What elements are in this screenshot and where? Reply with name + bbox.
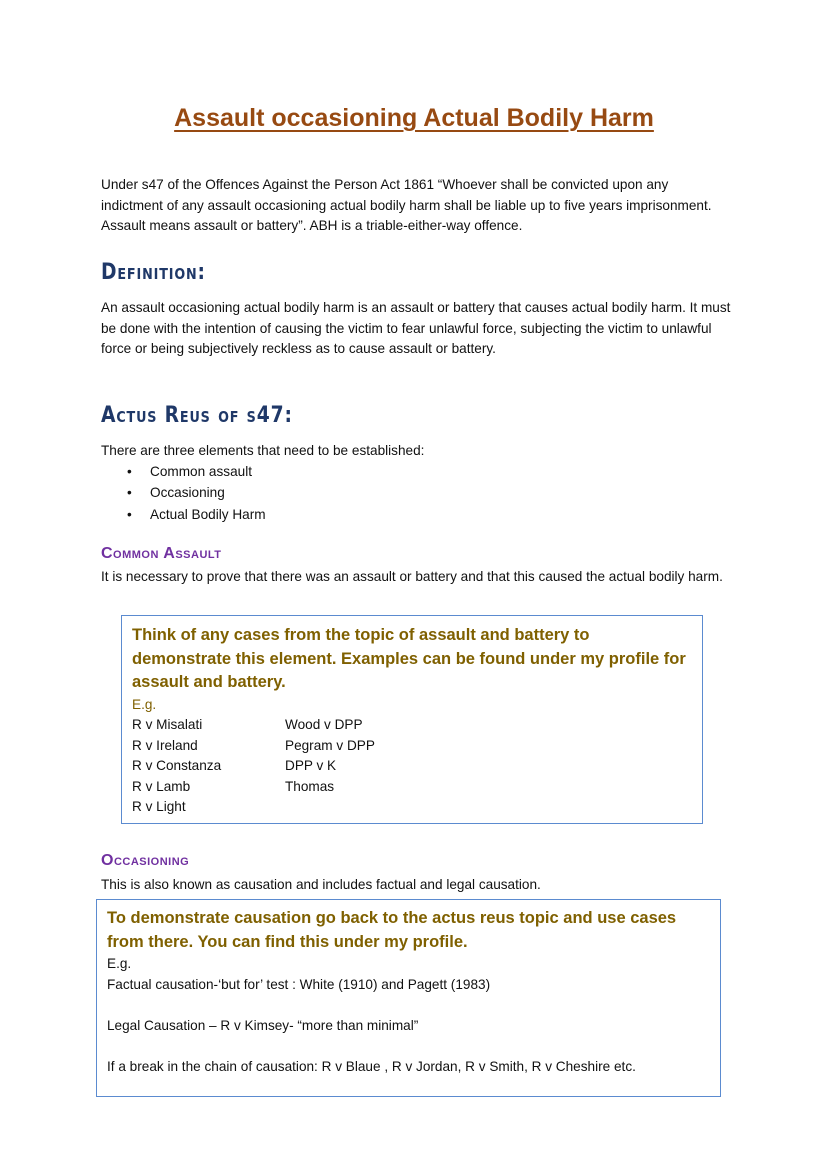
common-assault-heading: Common Assault [101,545,222,562]
case-row [132,756,692,777]
case-row [132,777,692,798]
actus-reus-heading: Actus Reus of s47: [101,403,293,428]
case-row [132,715,692,736]
case-name: R v Lamb [132,778,191,794]
occasioning-heading: Occasioning [101,852,190,869]
callout-prompt: To demonstrate causation go back to the actus reus topic and use cases from there. You can find this under my profile. [107,909,677,951]
case-row [132,736,692,757]
factual-causation-line: Factual causation-‘but for’ test : White (1910) and Pagett (1983) [107,976,491,992]
case-name: R v Misalati [132,717,203,733]
page-title: Assault occasioning Actual Bodily Harm [174,104,654,132]
case-name: Thomas [285,778,335,794]
chain-break-line: If a break in the chain of causation: R v Blaue , R v Jordan, R v Smith, R v Cheshire etc. [107,1058,636,1074]
occasioning-text: This is also known as causation and includes factual and legal causation. [101,877,541,892]
case-name: R v Ireland [132,737,198,753]
legal-causation-line: Legal Causation – R v Kimsey- “more than minimal” [107,1017,419,1033]
common-assault-callout [121,615,703,824]
common-assault-text: It is necessary to prove that there was an assault or battery and that this caused the actual bodily harm. [101,569,723,584]
actus-reus-intro: There are three elements that need to be established: [101,443,425,458]
intro-paragraph: Under s47 of the Offences Against the Person Act 1861 “Whoever shall be convicted upon any indictment of any assault occasioning actual bodily harm shall be liable up to five years imprisonment. Assault means assault or battery”. ABH is a triable-either-way offence. [101,177,712,233]
case-name: DPP v K [285,758,337,774]
cases-table [132,715,692,818]
case-name: R v Constanza [132,758,222,774]
case-name: R v Light [132,799,186,815]
list-item: • Actual Bodily Harm [101,504,731,525]
definition-heading: Definition: [101,260,206,285]
elements-list [101,461,731,525]
case-row [132,797,692,818]
case-name: Pegram v DPP [285,737,375,753]
occasioning-callout [96,899,721,1097]
case-name: Wood v DPP [285,717,363,733]
list-item: • Common assault [101,461,731,482]
list-item: • Occasioning [101,482,731,503]
eg-label: E.g. [132,696,157,712]
eg-label: E.g. [107,956,132,971]
callout-prompt: Think of any cases from the topic of assault and battery to demonstrate this element. Examples can be found under my profile for assault and battery. [132,626,686,691]
definition-text: An assault occasioning actual bodily harm is an assault or battery that causes actual bodily harm. It must be done with the intention of causing the victim to fear unlawful force, subjecting the victim to unlawful force or being subjectively reckless as to cause assault or battery. [101,300,731,356]
